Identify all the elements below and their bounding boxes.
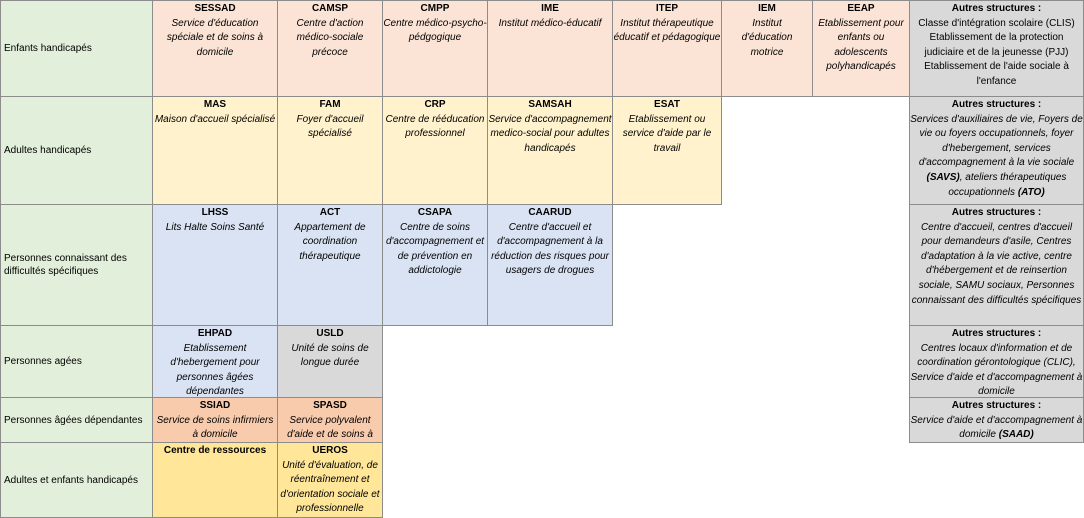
structure-mas: MAS Maison d'accueil spécialisé (152, 96, 278, 205)
structure-centre-de-ressources: Centre de ressources (152, 442, 278, 518)
structure-ehpad: EHPAD Etablissement d'hebergement pour personnes âgées dépendantes (152, 325, 278, 398)
structure-crp: CRP Centre de rééducation professionnel (382, 96, 488, 205)
autres-structures-enfants: Autres structures : Classe d'intégration scolaire (CLIS) Etablissement de la protection judiciaire et de la jeunesse (PJJ) Etablissement de l'aide sociale à l'enfance (909, 0, 1084, 97)
structure-ssiad: SSIAD Service de soins infirmiers à domicile (152, 397, 278, 443)
structure-csapa: CSAPA Centre de soins d'accompagnement et de prévention en addictologie (382, 204, 488, 326)
structure-ime: IME Institut médico-éducatif (487, 0, 613, 97)
row-header-personnes-agees-dependantes: Personnes âgées dépendantes (0, 397, 153, 443)
row-header-enfants-handicapes: Enfants handicapés (0, 0, 153, 97)
structure-eeap: EEAP Etablissement pour enfants ou adolescents polyhandicapés (812, 0, 910, 97)
structure-samsah: SAMSAH Service d'accompagnement medico-social pour adultes handicapés (487, 96, 613, 205)
structure-iem: IEM Institut d'éducation motrice (721, 0, 813, 97)
row-header-difficultes-specifiques: Personnes connaissant des difficultés spécifiques (0, 204, 153, 326)
structure-fam: FAM Foyer d'accueil spécialisé (277, 96, 383, 205)
autres-structures-agees: Autres structures : Centres locaux d'information et de coordination gérontologique (CLIC), Service d'aide et d'accompagnement à domicile (909, 325, 1084, 398)
autres-structures-difficultes: Autres structures : Centre d'accueil, centres d'accueil pour demandeurs d'asile, Centres d'adaptation à la vie active, centre d'hébergement et de reinsertion sociale, SAMU sociaux, Personnes connaissant des difficultés spécifiques (909, 204, 1084, 326)
autres-structures-adultes: Autres structures : Services d'auxiliaires de vie, Foyers de vie ou foyers occupationnels, foyer d'hebergement, services d'accompagnement à la vie sociale (SAVS), ateliers thérapeutiques occupationnels (ATO) (909, 96, 1084, 205)
structure-spasd: SPASD Service polyvalent d'aide et de soins à (277, 397, 383, 443)
structure-ueros: UEROS Unité d'évaluation, de réentraînement et d'orientation sociale et professionnelle (277, 442, 383, 518)
autres-structures-dependantes: Autres structures : Service d'aide et d'accompagnement à domicile (SAAD) (909, 397, 1084, 443)
structure-cmpp: CMPP Centre médico-psycho-pédgogique (382, 0, 488, 97)
structure-caarud: CAARUD Centre d'accueil et d'accompagnement à la réduction des risques pour usagers de drogues (487, 204, 613, 326)
row-header-personnes-agees: Personnes agées (0, 325, 153, 398)
structure-usld: USLD Unité de soins de longue durée (277, 325, 383, 398)
structure-lhss: LHSS Lits Halte Soins Santé (152, 204, 278, 326)
structure-esat: ESAT Etablissement ou service d'aide par le travail (612, 96, 722, 205)
structure-camsp: CAMSP Centre d'action médico-sociale précoce (277, 0, 383, 97)
structure-sessad: SESSAD Service d'éducation spéciale et de soins à domicile (152, 0, 278, 97)
structure-itep: ITEP Institut thérapeutique éducatif et pédagogique (612, 0, 722, 97)
structure-act: ACT Appartement de coordination thérapeutique (277, 204, 383, 326)
row-header-adultes-et-enfants: Adultes et enfants handicapés (0, 442, 153, 518)
row-header-adultes-handicapes: Adultes handicapés (0, 96, 153, 205)
